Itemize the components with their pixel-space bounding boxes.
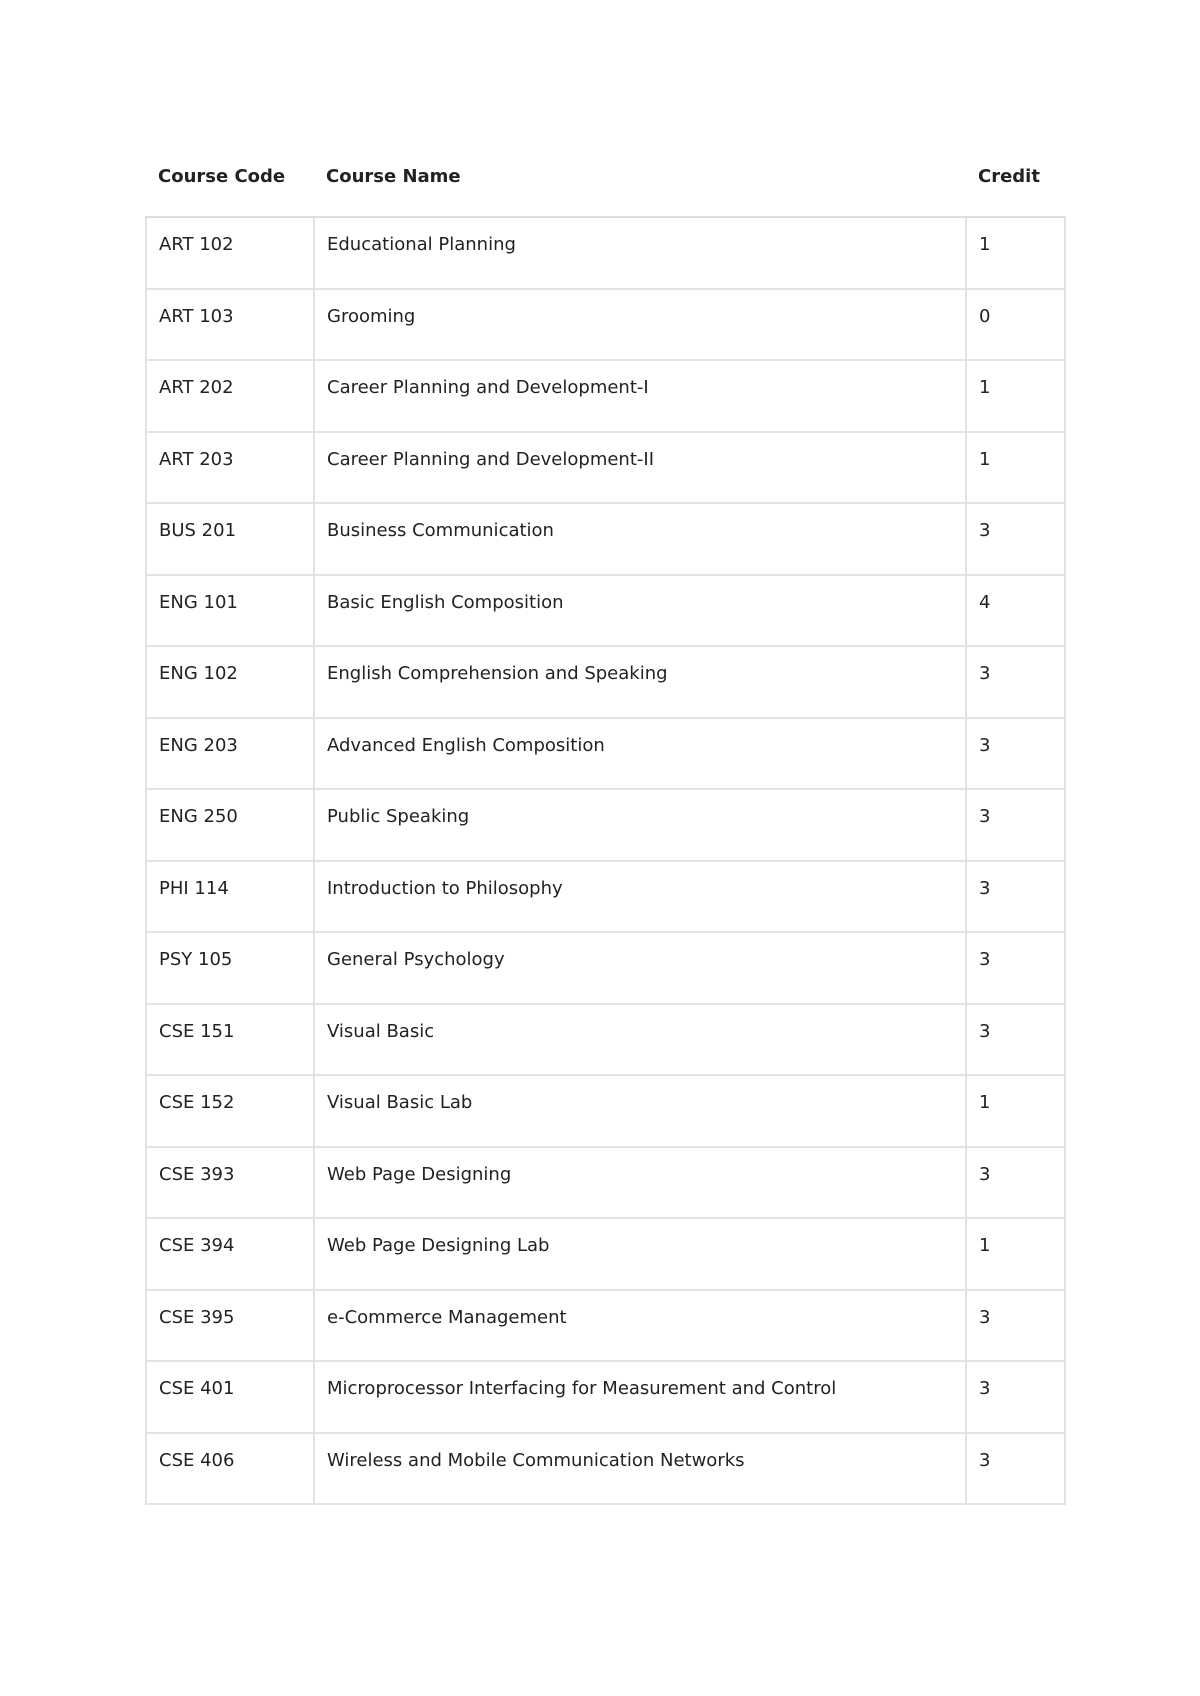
credit-cell: 0 xyxy=(966,289,1065,361)
course-name-cell: General Psychology xyxy=(314,932,966,1004)
table-row xyxy=(146,1361,1065,1433)
credit-cell: 3 xyxy=(966,789,1065,861)
course-name-cell: Visual Basic Lab xyxy=(314,1075,966,1147)
course-table xyxy=(145,136,1066,1505)
table-header-row xyxy=(146,136,1065,217)
credit-cell: 1 xyxy=(966,1218,1065,1290)
table-row xyxy=(146,1218,1065,1290)
course-code-cell: ART 102 xyxy=(146,217,314,289)
course-name-cell: Career Planning and Development-II xyxy=(314,432,966,504)
course-name-cell: Business Communication xyxy=(314,503,966,575)
course-name-cell: Educational Planning xyxy=(314,217,966,289)
course-code-cell: ART 202 xyxy=(146,360,314,432)
table-row xyxy=(146,1290,1065,1362)
course-name-cell: Public Speaking xyxy=(314,789,966,861)
credit-cell: 3 xyxy=(966,646,1065,718)
credit-cell: 1 xyxy=(966,1075,1065,1147)
course-name-cell: e-Commerce Management xyxy=(314,1290,966,1362)
course-code-cell: ENG 203 xyxy=(146,718,314,790)
course-name-cell: Career Planning and Development-I xyxy=(314,360,966,432)
header-course-code: Course Code xyxy=(146,136,314,217)
course-code-cell: ART 203 xyxy=(146,432,314,504)
course-name-cell: Introduction to Philosophy xyxy=(314,861,966,933)
credit-cell: 4 xyxy=(966,575,1065,647)
header-credit: Credit xyxy=(966,136,1065,217)
course-name-cell: Web Page Designing Lab xyxy=(314,1218,966,1290)
table-body xyxy=(146,217,1065,1504)
course-name-cell: Microprocessor Interfacing for Measurement and Control xyxy=(314,1361,966,1433)
course-code-cell: ART 103 xyxy=(146,289,314,361)
table-row xyxy=(146,861,1065,933)
table-row xyxy=(146,575,1065,647)
course-code-cell: CSE 393 xyxy=(146,1147,314,1219)
course-name-cell: Web Page Designing xyxy=(314,1147,966,1219)
table-row xyxy=(146,289,1065,361)
table-row xyxy=(146,503,1065,575)
credit-cell: 1 xyxy=(966,217,1065,289)
course-name-cell: Wireless and Mobile Communication Networks xyxy=(314,1433,966,1505)
course-code-cell: PHI 114 xyxy=(146,861,314,933)
course-code-cell: CSE 406 xyxy=(146,1433,314,1505)
credit-cell: 3 xyxy=(966,718,1065,790)
table-row xyxy=(146,217,1065,289)
table-row xyxy=(146,1147,1065,1219)
course-name-cell: English Comprehension and Speaking xyxy=(314,646,966,718)
course-code-cell: CSE 395 xyxy=(146,1290,314,1362)
credit-cell: 1 xyxy=(966,432,1065,504)
course-code-cell: ENG 250 xyxy=(146,789,314,861)
table-row xyxy=(146,789,1065,861)
credit-cell: 3 xyxy=(966,1433,1065,1505)
table-row xyxy=(146,718,1065,790)
course-code-cell: ENG 102 xyxy=(146,646,314,718)
table-row xyxy=(146,1075,1065,1147)
course-code-cell: PSY 105 xyxy=(146,932,314,1004)
course-name-cell: Basic English Composition xyxy=(314,575,966,647)
table-row xyxy=(146,432,1065,504)
course-code-cell: CSE 401 xyxy=(146,1361,314,1433)
course-code-cell: CSE 151 xyxy=(146,1004,314,1076)
credit-cell: 3 xyxy=(966,861,1065,933)
credit-cell: 3 xyxy=(966,1361,1065,1433)
table-row xyxy=(146,1433,1065,1505)
header-course-name: Course Name xyxy=(314,136,966,217)
course-name-cell: Grooming xyxy=(314,289,966,361)
credit-cell: 3 xyxy=(966,1290,1065,1362)
credit-cell: 3 xyxy=(966,503,1065,575)
credit-cell: 3 xyxy=(966,1147,1065,1219)
course-code-cell: BUS 201 xyxy=(146,503,314,575)
credit-cell: 1 xyxy=(966,360,1065,432)
table-row xyxy=(146,1004,1065,1076)
course-code-cell: CSE 394 xyxy=(146,1218,314,1290)
course-name-cell: Advanced English Composition xyxy=(314,718,966,790)
credit-cell: 3 xyxy=(966,932,1065,1004)
table-row xyxy=(146,360,1065,432)
credit-cell: 3 xyxy=(966,1004,1065,1076)
course-name-cell: Visual Basic xyxy=(314,1004,966,1076)
table-row xyxy=(146,932,1065,1004)
course-code-cell: CSE 152 xyxy=(146,1075,314,1147)
table-row xyxy=(146,646,1065,718)
course-code-cell: ENG 101 xyxy=(146,575,314,647)
